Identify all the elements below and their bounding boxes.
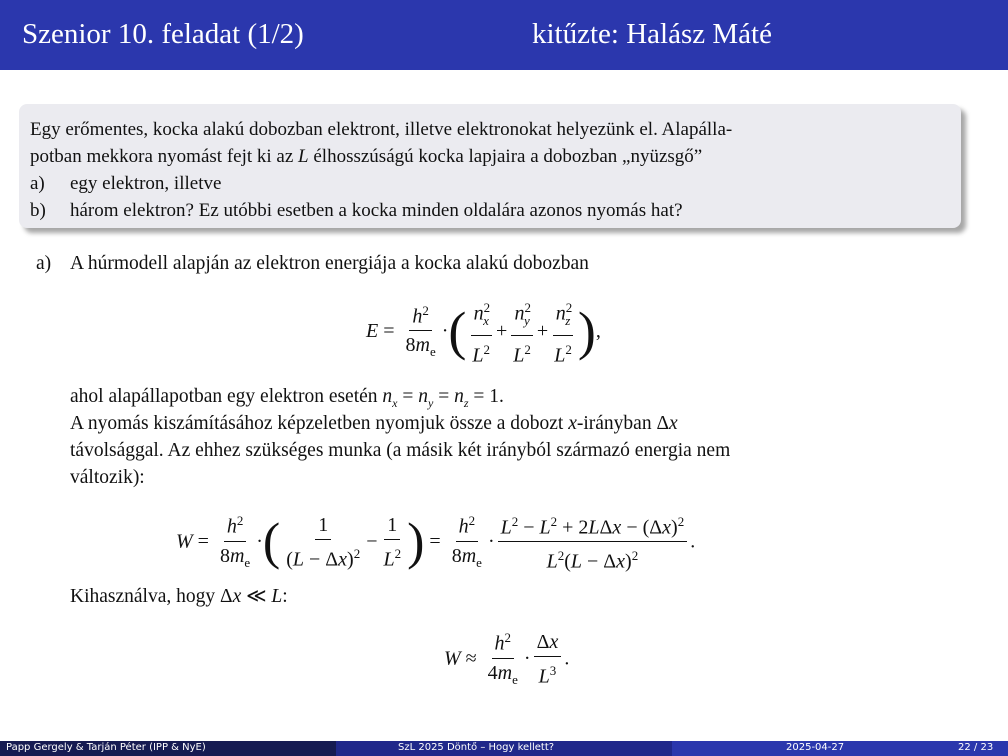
push-line-1: A nyomás kiszámításához képzeletben nyomjuk össze a dobozt x-irányban Δx <box>70 413 678 434</box>
problem-line-1: Egy erőmentes, kocka alakú dobozban elektront, illetve elektronokat helyezünk el. Alapálla- <box>30 119 733 140</box>
push-line-2: távolsággal. Az ehhez szükséges munka (a másik két irányból származó energia nem <box>70 440 731 461</box>
footer-event: SzL 2025 Döntő – Hogy kellett? <box>398 742 555 753</box>
footer-event-band <box>336 741 672 756</box>
ground-state-line: ahol alapállapotban egy elektron esetén $n_x = n_y = n_z = 1$. <box>70 386 504 410</box>
footer-meta-band <box>672 741 1008 756</box>
problem-item-a: a) egy elektron, illetve <box>30 173 222 194</box>
work-formula: W = $\frac{h^2}{8m_e}$ ·( $\frac{1}{(L - \Delta x)^2}$ − $\frac{1}{L^2}$ ) = $\frac{h^2}{8m_e}$ · $\frac{L^2 - L^2 + 2L\Delta x - (\Delta x)^2}{L^2(L - \Delta x)^2}$ . <box>176 509 695 575</box>
footer-page: 22 / 23 <box>958 742 994 753</box>
problem-text <box>30 116 990 224</box>
problem-line-2: potban mekkora nyomást fejt ki az L élhosszúságú kocka lapjaira a dobozban „nyüzsgő” <box>30 146 703 167</box>
approx-line: Kihasználva, hogy Δx ≪ L: <box>70 586 288 607</box>
solution-a-intro: a) A húrmodell alapján az elektron energiája a kocka alakú dobozban <box>36 253 589 274</box>
problem-item-b: b) három elektron? Ez utóbbi esetben a kocka minden oldalára azonos nyomás hat? <box>30 200 683 221</box>
slide-title: Szenior 10. feladat (1/2) <box>22 18 304 50</box>
energy-formula: E = $\frac{h^2}{8m_e}$ ·( $\frac{n^2_x}{L^2}$ + $\frac{n^2_y}{L^2}$ + $\frac{n^2_z}{L^2}$ ), <box>366 296 601 367</box>
slide-header <box>0 0 1008 70</box>
footer-authors: Papp Gergely & Tarján Péter (IPP & NyE) <box>6 742 206 753</box>
footer-date: 2025-04-27 <box>786 742 845 753</box>
slide-author: kitűzte: Halász Máté <box>532 18 772 50</box>
footer-authors-band <box>0 741 336 756</box>
approx-formula: W ≈ $\frac{h^2}{4m_e}$ · $\frac{\Delta x}{L^3}$ . <box>444 626 569 692</box>
push-line-3: változik): <box>70 467 145 488</box>
slide-footer <box>0 741 1008 756</box>
